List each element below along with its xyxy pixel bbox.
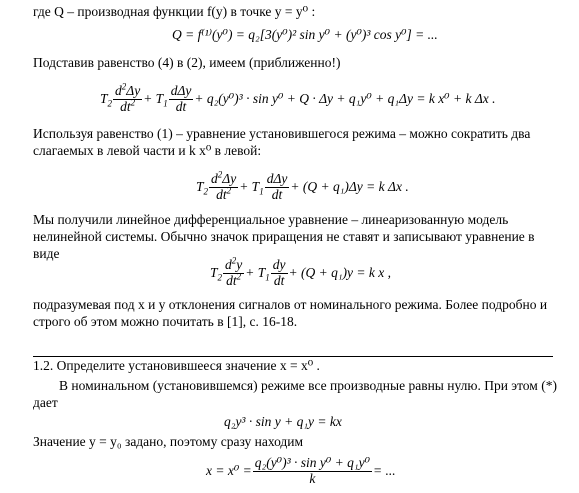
formula-solution-x0	[206, 452, 396, 490]
formula-linearized-tail: + q₂(y⁰)³ · sin y⁰ + Q · Δy + q₁y⁰ + q₁Δy = k x⁰ + k Δx .	[194, 90, 496, 106]
section-heading-1-2: 1.2. Определите установившееся значение x = x⁰ .	[33, 356, 553, 375]
formula-solution-lhs: x = x⁰ =	[206, 462, 252, 478]
text-line-intro: где Q – производная функции f(y) в точке y = y⁰ :	[33, 4, 316, 19]
paragraph-reduction: Используя равенство (1) – уравнение установившегося режима – можно сократить два слагаемых в левой части и k x⁰ в левой:	[33, 126, 531, 158]
fraction-d2dy-dt2-2: $\frac{d^2\Delta y}{dt^2}$	[211, 169, 237, 202]
fraction-solution	[253, 456, 372, 487]
paragraph-nominal-mode: В номинальном (установившемся) режиме все производные равны нулю. При этом (*) дает	[33, 378, 557, 410]
fraction-ddy-dt-2: $\frac{\text{dΔy}}{dt}$	[266, 170, 288, 202]
formula-linear-final-tail: + (Q + q₁)y = k x ,	[288, 264, 392, 280]
paragraph-deviations: подразумевая под x и y отклонения сигналов от номинального режима. Более подробно и строго об этом можно почитать в [1], с. 16-18.	[33, 297, 548, 329]
paragraph-linear-model: Мы получили линейное дифференциальное уравнение – линеаризованную модель нелинейной системы. Обычно значок приращения не ставят и записывают уравнение в виде	[33, 212, 535, 261]
fraction-d2y-dt2: $\frac{d^2y}{dt^2}$	[225, 255, 243, 288]
formula-derivative-q: Q = f⁽¹⁾(y⁰) = q₂[3(y⁰)² sin y⁰ + (y⁰)³ cos y⁰] = ...	[172, 27, 438, 42]
formula-linear-final: $T_2$ $\frac{d^2y}{dt^2}$ + $T_1$ $\frac{dy}{dt}$ + (Q + q₁)y = k x ,	[210, 255, 392, 288]
fraction-ddy-dt: $\frac{\text{dΔy}}{dt}$	[170, 82, 192, 114]
text-line-value-given: Значение y = y₀ задано, поэтому сразу находим	[33, 434, 304, 449]
text-line-substitution: Подставив равенство (4) в (2), имеем (приближенно!)	[33, 55, 341, 70]
formula-linear-delta-tail: + (Q + q₁)Δy = k Δx .	[290, 178, 409, 194]
formula-solution-tail: = ...	[373, 462, 396, 478]
formula-linear-delta: $T_2$ $\frac{d^2\Delta y}{dt^2}$ + $T_1$ $\frac{\text{dΔy}}{dt}$ + (Q + q₁)Δy = k Δx .	[196, 169, 409, 202]
fraction-dy-dt: $\frac{dy}{dt}$	[272, 256, 286, 288]
fraction-solution-numerator: q₂(y⁰)³ · sin y⁰ + q₁y⁰	[254, 454, 371, 470]
fraction-solution-denominator: k	[309, 470, 316, 486]
formula-linearized-full: $T_2$ $\frac{d^2\Delta y}{dt^2}$ + $T_1$ $\frac{\text{dΔy}}{dt}$ + q₂(y⁰)³ · sin y⁰ + Q · Δy + q₁y⁰ + q₁Δy = k x⁰ + k Δx .	[100, 81, 496, 114]
fraction-d2dy-dt2: $\frac{d^2\Delta y}{dt^2}$	[115, 81, 141, 114]
formula-steady-state: q₂y³ · sin y + q₁y = kx	[224, 414, 342, 429]
